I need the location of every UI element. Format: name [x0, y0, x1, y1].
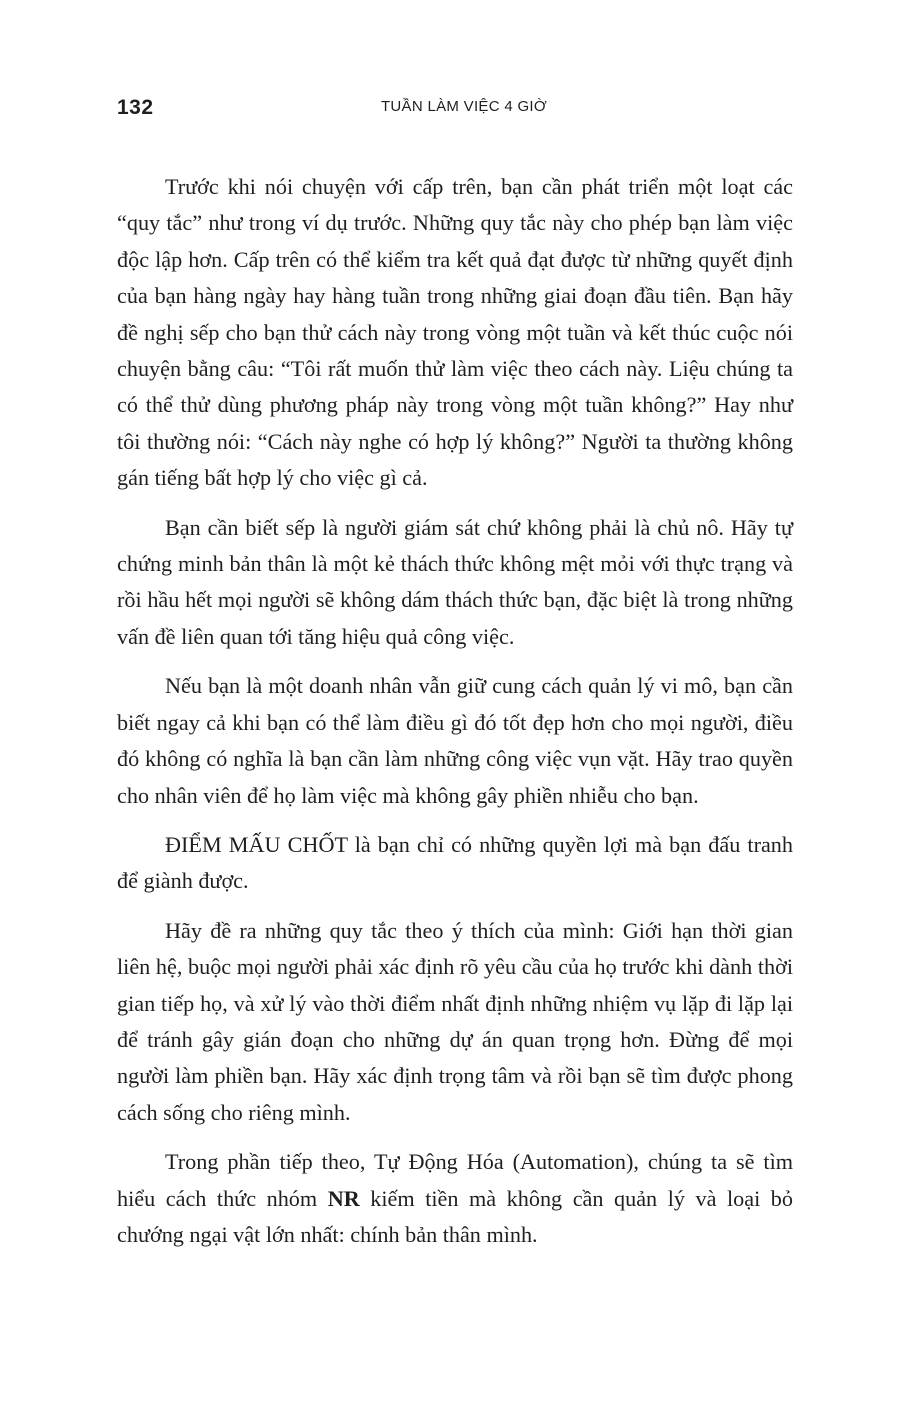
page-header: [0, 94, 910, 126]
paragraph-2: Bạn cần biết sếp là người giám sát chứ không phải là chủ nô. Hãy tự chứng minh bản thân là một kẻ thách thức không mệt mỏi với thực trạng và rồi hầu hết mọi người sẽ không dám thách thức bạn, đặc biệt là trong những vấn đề liên quan tới tăng hiệu quả công việc.: [117, 514, 793, 649]
paragraph-6-text-after: kiếm tiền mà không cần quản lý và loại bỏ chướng ngại vật lớn nhất: chính bản thân mình.: [117, 1185, 793, 1247]
paragraph-6-text-before: Trong phần tiếp theo, Tự Động Hóa (Automation), chúng ta sẽ tìm hiểu cách thức nhóm: [117, 1149, 793, 1211]
paragraph-3: Nếu bạn là một doanh nhân vẫn giữ cung cách quản lý vi mô, bạn cần biết ngay cả khi bạn có thể làm điều gì đó tốt đẹp hơn cho mọi người, điều đó không có nghĩa là bạn cần làm những công việc vụn vặt. Hãy trao quyền cho nhân viên để họ làm việc mà không gây phiền nhiễu cho bạn.: [117, 673, 793, 808]
paragraph-6: [117, 1144, 793, 1253]
running-title: TUẦN LÀM VIỆC 4 GIỜ: [380, 98, 548, 115]
body-text: [117, 169, 793, 1253]
nr-group-term: NR: [327, 1185, 360, 1211]
paragraph-1: Trước khi nói chuyện với cấp trên, bạn cần phát triển một loạt các “quy tắc” như trong ví dụ trước. Những quy tắc này cho phép bạn làm việc độc lập hơn. Cấp trên có thể kiểm tra kết quả đạt được từ những quyết định của bạn hàng ngày hay hàng tuần trong những giai đoạn đầu tiên. Bạn hãy đề nghị sếp cho bạn thử cách này trong vòng một tuần và kết thúc cuộc nói chuyện bằng câu: “Tôi rất muốn thử làm việc theo cách này. Liệu chúng ta có thể thử dùng phương pháp này trong vòng một tuần không?” Hay như tôi thường nói: “Cách này nghe có hợp lý không?” Người ta thường không gán tiếng bất hợp lý cho việc gì cả.: [117, 174, 793, 491]
paragraph-5: Hãy đề ra những quy tắc theo ý thích của mình: Giới hạn thời gian liên hệ, buộc mọi người phải xác định rõ yêu cầu của họ trước khi dành thời gian tiếp họ, và xử lý vào thời điểm nhất định những nhiệm vụ lặp đi lặp lại để tránh gây gián đoạn cho những dự án quan trọng hơn. Đừng để mọi người làm phiền bạn. Hãy xác định trọng tâm và rồi bạn sẽ tìm được phong cách sống cho riêng mình.: [117, 917, 793, 1125]
paragraph-4: ĐIỂM MẤU CHỐT là bạn chỉ có những quyền lợi mà bạn đấu tranh để giành được.: [117, 831, 793, 894]
page-number: 132: [117, 96, 154, 119]
